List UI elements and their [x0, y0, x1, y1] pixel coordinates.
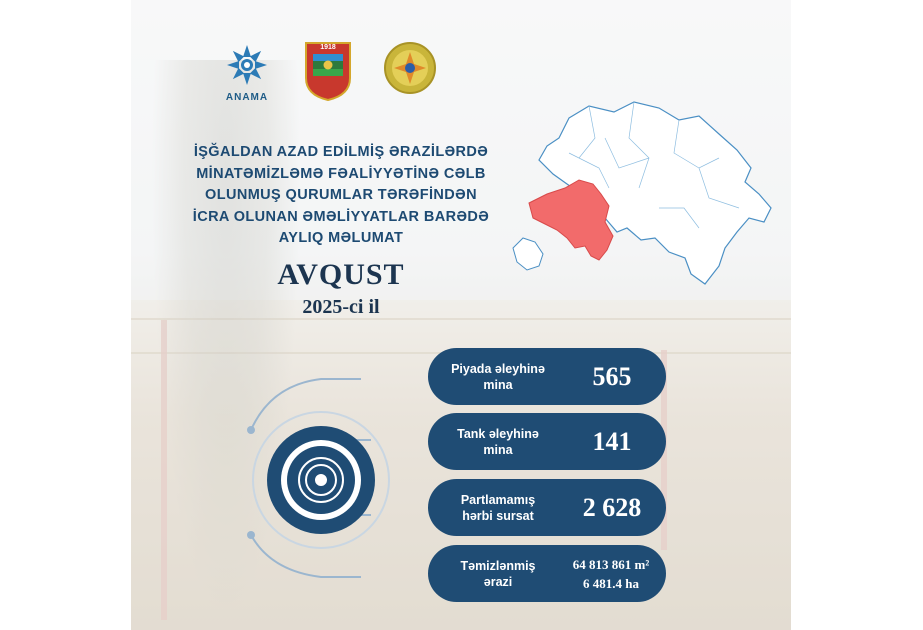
armed-forces-logo	[303, 40, 353, 102]
nakhchivan-outline	[513, 238, 543, 270]
title-line: OLUNMUŞ QURUMLAR TƏRƏFİNDƏN	[205, 187, 477, 203]
stat-label-line: Partlamamış	[460, 492, 536, 507]
stat-antipersonnel-mines	[428, 348, 666, 405]
emergency-ministry-emblem-icon	[383, 40, 437, 98]
stat-label-line: Təmizlənmiş	[460, 558, 536, 573]
connector-line	[251, 379, 361, 430]
connector-line	[251, 535, 361, 577]
stat-value: 2 628	[582, 492, 642, 522]
army-logo-year: 1918	[320, 44, 336, 51]
title-line: İCRA OLUNAN ƏMƏLİYYATLAR BARƏDƏ	[192, 208, 490, 225]
stat-label	[438, 479, 558, 536]
landmine-icon	[299, 458, 343, 502]
infographic-poster	[131, 0, 791, 630]
stat-label-line: hərbi sursat	[462, 508, 534, 523]
stat-antitank-mines	[428, 413, 666, 470]
connector-graphic	[211, 340, 441, 630]
stat-label	[438, 545, 558, 602]
stat-value: 565	[592, 361, 632, 391]
stat-unexploded-ordnance	[428, 479, 666, 536]
report-year: 2025-ci il	[302, 296, 380, 318]
stat-label	[438, 348, 558, 405]
stat-label-line: mina	[483, 442, 513, 457]
report-title	[161, 142, 521, 250]
stat-cleared-area	[428, 545, 666, 602]
stat-label-line: mina	[483, 377, 513, 392]
emergency-ministry-logo	[383, 40, 437, 98]
anama-star-icon	[221, 40, 273, 92]
report-month: AVQUST	[277, 258, 405, 291]
stat-value-area-m2: 64 813 861 m²	[572, 556, 650, 572]
stat-value: 141	[592, 426, 632, 456]
stat-value	[556, 545, 666, 602]
stat-label-line: ərazi	[483, 574, 513, 589]
stat-label-line: Piyada əleyhinə	[451, 361, 545, 376]
title-line: MİNATƏMİZLƏMƏ FƏALİYYƏTİNƏ CƏLB	[196, 165, 486, 182]
title-line: İŞĞALDAN AZAD EDİLMİŞ ƏRAZİLƏRDƏ	[193, 144, 489, 160]
anama-logo-text: ANAMA	[225, 92, 269, 103]
connector-dot	[247, 426, 255, 434]
azerbaijan-map	[509, 98, 781, 288]
anama-logo	[221, 40, 273, 108]
stat-label-line: Tank əleyhinə	[457, 426, 539, 441]
connector-dot	[247, 531, 255, 539]
stat-label	[438, 413, 558, 470]
title-line: AYLIQ MƏLUMAT	[278, 230, 404, 246]
stat-value-area-ha: 6 481.4 ha	[583, 575, 639, 591]
